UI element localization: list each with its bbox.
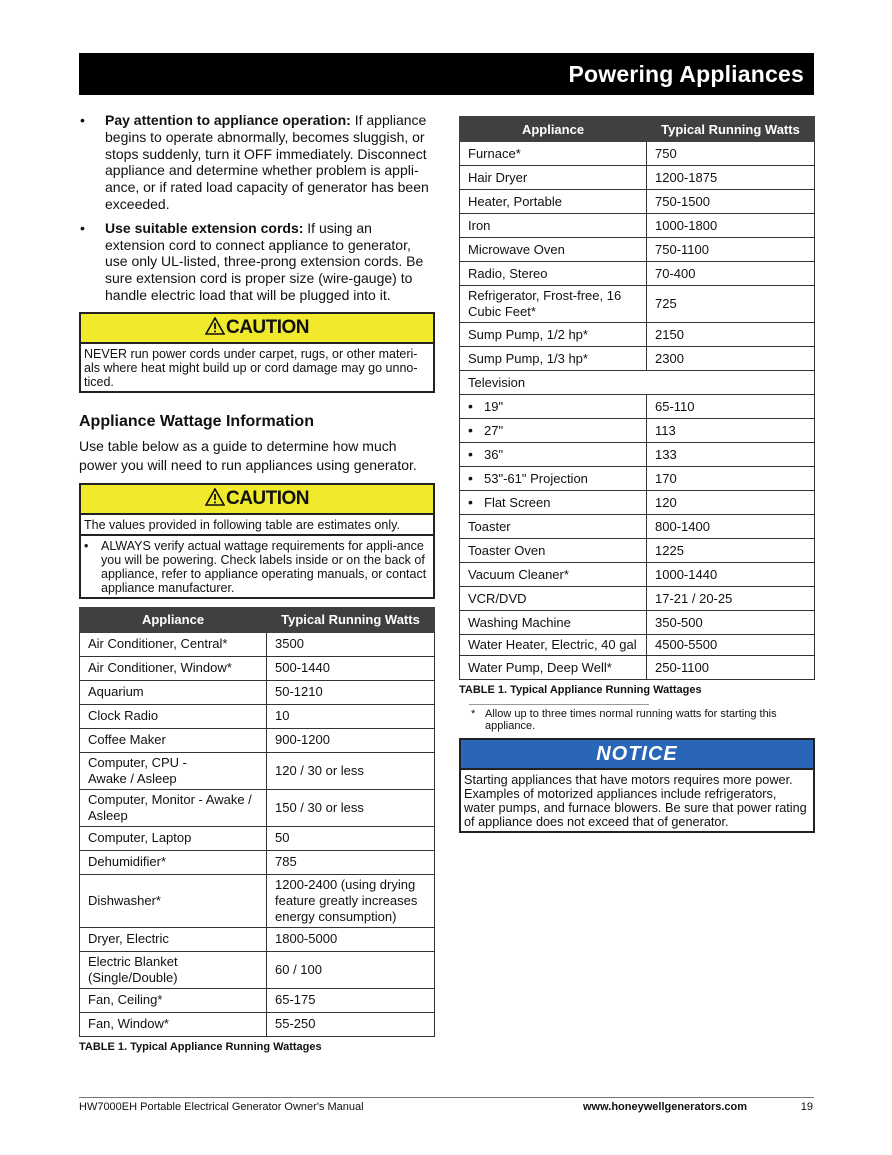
appliance-cell [460, 262, 647, 286]
appliance-cell [460, 611, 647, 635]
appliance-cell [460, 347, 647, 371]
table-row [460, 238, 815, 262]
appliance-name: Microwave Oven [468, 241, 565, 257]
bullet-heading: Use suitable extension cords: [105, 219, 304, 236]
table-row [460, 371, 815, 395]
appliance-name: Fan, Window* [88, 1016, 169, 1032]
watts-cell: 133 [647, 443, 815, 467]
table-caption: TABLE 1. Typical Appliance Running Wattages [459, 684, 702, 696]
appliance-cell [460, 286, 647, 323]
table-row [80, 789, 435, 826]
appliance-name: Water Pump, Deep Well* [468, 659, 612, 675]
table-row [80, 728, 435, 752]
appliance-cell [80, 927, 267, 951]
table-row [460, 142, 815, 166]
appliance-cell [80, 680, 267, 704]
appliance-cell [460, 190, 647, 214]
caution-box-estimates [79, 483, 435, 599]
appliance-name: Hair Dryer [468, 169, 528, 185]
appliance-cell [80, 826, 267, 850]
watts-cell: 60 / 100 [267, 951, 435, 988]
footer-manual-title: HW7000EH Portable Electrical Generator Owner's Manual [79, 1101, 364, 1113]
watts-cell: 725 [647, 286, 815, 323]
watts-cell: 1200-2400 (using drying feature greatly increases energy consumption) [267, 874, 435, 927]
appliance-cell [80, 874, 267, 927]
table-row [80, 632, 435, 656]
watts-cell: 55-250 [267, 1012, 435, 1036]
watts-cell: 900-1200 [267, 728, 435, 752]
table-row [80, 927, 435, 951]
table-row [460, 539, 815, 563]
watts-cell: 750-1500 [647, 190, 815, 214]
appliance-name: Dryer, Electric [88, 931, 169, 947]
column-header: Typical Running Watts [647, 117, 815, 142]
warning-triangle-icon [205, 316, 225, 344]
bullet-text: If appliance begins to operate abnormally, becomes sluggish, or stops suddenly, turn it OFF immediately. Disconnect appliance and determine whether problem is appli-ance, or if rated load capacity of generator has been exceeded. [105, 112, 429, 212]
table-row [460, 395, 815, 419]
notice-text: Starting appliances that have motors requires more power. Examples of motorized appliances include refrigerators, water pumps, and furnace blowers. Be sure that power rating of appliance does not exceed that of generator. [464, 773, 807, 829]
table-row [460, 166, 815, 190]
watts-cell: 1200-1875 [647, 166, 815, 190]
appliance-name: Fan, Ceiling* [88, 992, 163, 1008]
warning-triangle-icon [205, 487, 225, 515]
watts-cell: 50 [267, 826, 435, 850]
appliance-cell [80, 789, 267, 826]
footnote [469, 704, 777, 732]
bullet-heading: Pay attention to appliance operation: [105, 112, 351, 128]
page-title: Powering Appliances [568, 61, 804, 87]
appliance-cell [80, 632, 267, 656]
watts-cell: 120 [647, 491, 815, 515]
table-row [80, 826, 435, 850]
appliance-cell [80, 704, 267, 728]
caution-bullet-text: ALWAYS verify actual wattage requirements for appli-ance you will be powering. Check labels inside or on the back of appliance, refer to appliance operating manuals, or contact appliance manufacturer. [101, 538, 427, 595]
watts-cell: 113 [647, 419, 815, 443]
appliance-name: Aquarium [88, 684, 144, 700]
appliance-name: Sump Pump, 1/3 hp* [468, 350, 588, 366]
appliance-name: Electric Blanket (Single/Double) [88, 953, 178, 985]
table-row [460, 347, 815, 371]
appliance-cell [460, 142, 647, 166]
watts-cell: 170 [647, 467, 815, 491]
bullet-text: If using an extension cord to connect appliance to generator, use only UL-listed, three-prong extension cords. Be sure extension cord is proper size (wire-gauge) to handle electric load that will be plugged into it. [105, 219, 424, 303]
appliance-cell [80, 1012, 267, 1036]
caution-line: The values provided in following table are estimates only. [81, 515, 433, 536]
wattage-table-left [79, 607, 435, 1037]
appliance-cell [460, 467, 647, 491]
table-row [80, 752, 435, 789]
watts-cell: 3500 [267, 632, 435, 656]
page-number: 19 [800, 1101, 813, 1113]
watts-cell: 750 [647, 142, 815, 166]
watts-cell: 1800-5000 [267, 927, 435, 951]
list-item [79, 112, 435, 213]
table-row [460, 214, 815, 238]
table-row [80, 704, 435, 728]
appliance-name: Toaster [468, 518, 511, 534]
appliance-name: Clock Radio [88, 708, 159, 724]
section-heading: Appliance Wattage Information [79, 412, 314, 430]
column-header: Appliance [80, 607, 267, 632]
watts-cell: 800-1400 [647, 515, 815, 539]
bullet-dot-icon: • [468, 446, 473, 462]
table-row [460, 635, 815, 656]
table-row [80, 874, 435, 927]
category-cell: Television [460, 371, 815, 395]
instruction-list [79, 112, 435, 304]
appliance-name: 19" [484, 399, 504, 414]
appliance-cell [460, 419, 647, 443]
table-row [460, 491, 815, 515]
appliance-cell [460, 635, 647, 656]
list-item [79, 220, 435, 304]
caution-bullet [81, 536, 433, 597]
appliance-name: Iron [468, 217, 491, 233]
table-row [460, 419, 815, 443]
appliance-cell [460, 238, 647, 262]
appliance-cell [460, 443, 647, 467]
appliance-cell [80, 656, 267, 680]
caution-header [81, 314, 433, 344]
watts-cell: 1225 [647, 539, 815, 563]
appliance-cell [460, 323, 647, 347]
table-row [460, 190, 815, 214]
watts-cell: 2300 [647, 347, 815, 371]
table-row [80, 1012, 435, 1036]
table-row [460, 563, 815, 587]
watts-cell: 17-21 / 20-25 [647, 587, 815, 611]
bullet-dot-icon: • [468, 494, 473, 510]
appliance-name: Sump Pump, 1/2 hp* [468, 326, 588, 342]
table-row [460, 262, 815, 286]
appliance-name: 53"-61" Projection [484, 471, 588, 486]
appliance-name: Dishwasher* [88, 892, 161, 908]
bullet-dot-icon: • [468, 398, 473, 414]
watts-cell: 65-175 [267, 988, 435, 1012]
watts-cell: 4500-5500 [647, 635, 815, 656]
appliance-name: 27" [484, 423, 504, 438]
table-row [460, 656, 815, 680]
watts-cell: 120 / 30 or less [267, 752, 435, 789]
appliance-name: Furnace* [468, 145, 521, 161]
appliance-name: Water Heater, Electric, 40 gal [468, 637, 637, 652]
watts-cell: 70-400 [647, 262, 815, 286]
bullet-dot-icon: • [80, 112, 85, 128]
watts-cell: 250-1100 [647, 656, 815, 680]
appliance-name: Flat Screen [484, 495, 551, 510]
appliance-name: Radio, Stereo [468, 265, 548, 281]
watts-cell: 500-1440 [267, 656, 435, 680]
bullet-dot-icon: • [84, 538, 89, 553]
appliance-cell [80, 728, 267, 752]
appliance-name: VCR/DVD [468, 590, 527, 606]
appliance-cell [460, 166, 647, 190]
table-row [80, 680, 435, 704]
appliance-name: Refrigerator, Frost-free, 16 Cubic Feet* [468, 288, 622, 319]
appliance-name: 36" [484, 447, 504, 462]
appliance-cell [460, 656, 647, 680]
footer-divider [79, 1097, 814, 1098]
caution-header [81, 485, 433, 515]
watts-cell: 785 [267, 850, 435, 874]
table-row [460, 323, 815, 347]
notice-box [459, 738, 815, 833]
appliance-cell [460, 395, 647, 419]
column-header: Typical Running Watts [267, 607, 435, 632]
appliance-name: Air Conditioner, Window* [88, 660, 232, 676]
table-row [460, 443, 815, 467]
watts-cell: 350-500 [647, 611, 815, 635]
table-row [460, 467, 815, 491]
caution-text: NEVER run power cords under carpet, rugs, or other materi-als where heat might build up or cord damage may go unno-ticed. [84, 346, 418, 389]
appliance-name: Heater, Portable [468, 193, 562, 209]
page-header-bar [79, 53, 814, 95]
footnote-marker: * [471, 708, 476, 720]
appliance-cell [460, 491, 647, 515]
appliance-cell [80, 951, 267, 988]
watts-cell: 50-1210 [267, 680, 435, 704]
watts-cell: 1000-1800 [647, 214, 815, 238]
appliance-name: Coffee Maker [88, 732, 166, 748]
appliance-name: Washing Machine [468, 614, 571, 630]
appliance-cell [460, 563, 647, 587]
table-row [460, 286, 815, 323]
watts-cell: 150 / 30 or less [267, 789, 435, 826]
appliance-name: Dehumidifier* [88, 854, 167, 870]
appliance-name: Computer, CPU - Awake / Asleep [88, 754, 187, 786]
table-caption: TABLE 1. Typical Appliance Running Wattages [79, 1040, 322, 1053]
table-row [460, 515, 815, 539]
wattage-table-right [459, 116, 815, 680]
appliance-cell [80, 850, 267, 874]
appliance-name: Computer, Monitor - Awake / Asleep [88, 791, 252, 823]
notice-label: NOTICE [461, 740, 813, 770]
caution-box-cords [79, 312, 435, 393]
table-row [80, 988, 435, 1012]
appliance-cell [80, 988, 267, 1012]
watts-cell: 2150 [647, 323, 815, 347]
table-row [80, 850, 435, 874]
watts-cell: 10 [267, 704, 435, 728]
appliance-name: Toaster Oven [468, 542, 546, 558]
appliance-cell [460, 214, 647, 238]
right-column [459, 116, 815, 833]
watts-cell: 750-1100 [647, 238, 815, 262]
footnote-text: Allow up to three times normal running watts for starting this appliance. [485, 708, 777, 732]
section-intro: Use table below as a guide to determine how much power you will need to run appliances using generator. [79, 437, 417, 473]
column-header: Appliance [460, 117, 647, 142]
table-row [460, 611, 815, 635]
appliance-cell [460, 587, 647, 611]
appliance-cell [80, 752, 267, 789]
table-row [80, 951, 435, 988]
watts-cell: 1000-1440 [647, 563, 815, 587]
bullet-dot-icon: • [80, 219, 85, 236]
appliance-name: Computer, Laptop [88, 830, 192, 846]
left-column [79, 112, 435, 1053]
bullet-dot-icon: • [468, 470, 473, 486]
bullet-dot-icon: • [468, 422, 473, 438]
appliance-cell [460, 539, 647, 563]
table-row [80, 656, 435, 680]
watts-cell: 65-110 [647, 395, 815, 419]
caution-label: CAUTION [225, 487, 310, 509]
table-row [460, 587, 815, 611]
appliance-name: Air Conditioner, Central* [88, 636, 228, 652]
appliance-name: Vacuum Cleaner* [468, 566, 569, 582]
caution-label: CAUTION [225, 316, 310, 338]
footer-website: www.honeywellgenerators.com [583, 1101, 748, 1113]
appliance-cell [460, 515, 647, 539]
